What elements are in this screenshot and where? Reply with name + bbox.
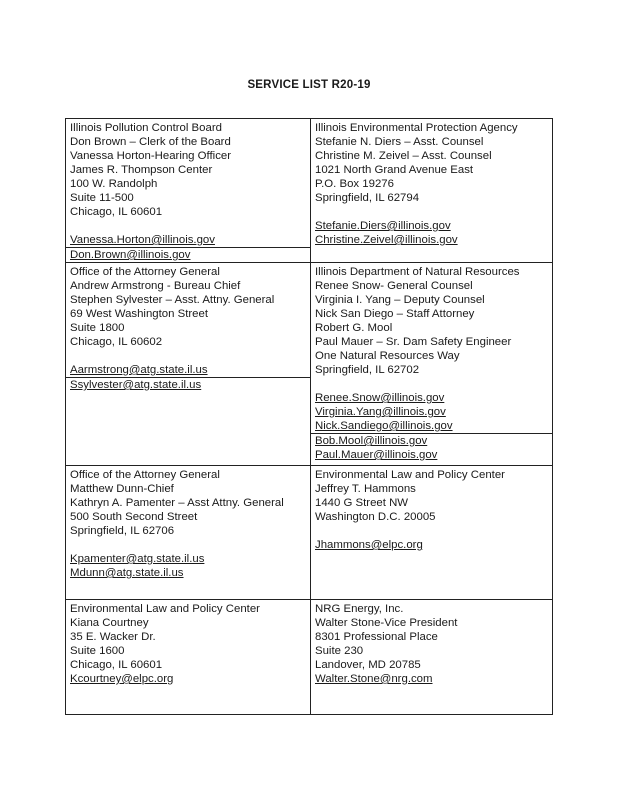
address-line: Suite 1600 [70, 645, 125, 657]
address-line: 35 E. Wacker Dr. [70, 631, 156, 643]
address-line: Suite 1800 [70, 322, 125, 334]
table-cell [311, 466, 553, 600]
email-line [315, 434, 548, 448]
address-line: Robert G. Mool [315, 322, 393, 334]
spacer [70, 538, 306, 552]
email-link[interactable]: Christine.Zeivel@illinois.gov [315, 234, 458, 246]
page-title: SERVICE LIST R20-19 [247, 79, 371, 91]
email-link[interactable]: Ssylvester@atg.state.il.us [70, 379, 202, 391]
address-line: Kathryn A. Pamenter – Asst Attny. General [70, 497, 284, 509]
address-line: Suite 230 [315, 645, 364, 657]
email-line [70, 363, 306, 377]
table-cell [311, 600, 553, 715]
email-link[interactable]: Jhammons@elpc.org [315, 539, 423, 551]
address-line: Illinois Environmental Protection Agency [315, 122, 518, 134]
address-line: Illinois Pollution Control Board [70, 122, 222, 134]
boxed-email-group [66, 247, 310, 262]
email-link[interactable]: Stefanie.Diers@illinois.gov [315, 220, 451, 232]
email-link[interactable]: Bob.Mool@illinois.gov [315, 435, 428, 447]
address-line: Stephen Sylvester – Asst. Attny. General [70, 294, 275, 306]
address-line: Jeffrey T. Hammons [315, 483, 416, 495]
table-row [66, 600, 553, 715]
email-line [315, 233, 548, 247]
spacer [70, 349, 306, 363]
spacer [315, 205, 548, 219]
address-line: 8301 Professional Place [315, 631, 438, 643]
table-cell [66, 600, 311, 715]
email-link[interactable]: Renee.Snow@illinois.gov [315, 392, 445, 404]
address-line: Environmental Law and Policy Center [70, 603, 260, 615]
boxed-email-group [66, 377, 310, 392]
email-link[interactable]: Kpamenter@atg.state.il.us [70, 553, 205, 565]
address-line: Chicago, IL 60602 [70, 336, 163, 348]
address-line: One Natural Resources Way [315, 350, 460, 362]
address-line: Christine M. Zeivel – Asst. Counsel [315, 150, 492, 162]
address-line: Kiana Courtney [70, 617, 149, 629]
address-line: 500 South Second Street [70, 511, 198, 523]
email-link[interactable]: Don.Brown@illinois.gov [70, 249, 191, 261]
address-line: Nick San Diego – Staff Attorney [315, 308, 475, 320]
spacer [70, 219, 306, 233]
address-line: Walter Stone-Vice President [315, 617, 458, 629]
address-line: 1021 North Grand Avenue East [315, 164, 474, 176]
address-line: 69 West Washington Street [70, 308, 209, 320]
table-row [66, 466, 553, 600]
address-line: Washington D.C. 20005 [315, 511, 436, 523]
boxed-email-group [311, 433, 552, 462]
address-line: Stefanie N. Diers – Asst. Counsel [315, 136, 484, 148]
address-line: 1440 G Street NW [315, 497, 409, 509]
table-row [66, 119, 553, 263]
address-line: Paul Mauer – Sr. Dam Safety Engineer [315, 336, 512, 348]
email-line [315, 391, 548, 405]
address-line: Vanessa Horton-Hearing Officer [70, 150, 232, 162]
email-line [315, 405, 548, 419]
spacer [315, 524, 548, 538]
table-cell [311, 119, 553, 263]
email-line [70, 566, 306, 580]
address-line: Andrew Armstrong - Bureau Chief [70, 280, 241, 292]
address-line: Office of the Attorney General [70, 266, 220, 278]
email-link[interactable]: Mdunn@atg.state.il.us [70, 567, 184, 579]
address-line: Suite 11-500 [70, 192, 134, 204]
email-line [315, 419, 548, 433]
table-row [66, 263, 553, 466]
email-link[interactable]: Kcourtney@elpc.org [70, 673, 174, 685]
spacer [315, 377, 548, 391]
email-line [70, 672, 306, 686]
address-line: Chicago, IL 60601 [70, 659, 163, 671]
address-line: Environmental Law and Policy Center [315, 469, 505, 481]
table-cell [66, 466, 311, 600]
table-cell [311, 263, 553, 466]
address-line: Virginia I. Yang – Deputy Counsel [315, 294, 485, 306]
service-list-table [65, 118, 553, 715]
email-link[interactable]: Vanessa.Horton@illinois.gov [70, 234, 215, 246]
address-line: P.O. Box 19276 [315, 178, 394, 190]
email-line [70, 233, 306, 247]
address-line: Chicago, IL 60601 [70, 206, 163, 218]
email-line [70, 552, 306, 566]
address-line: Springfield, IL 62794 [315, 192, 420, 204]
address-line: Springfield, IL 62702 [315, 364, 420, 376]
email-line [315, 538, 548, 552]
email-line [70, 378, 306, 392]
table-cell [66, 119, 311, 263]
table-cell [66, 263, 311, 466]
email-line [70, 248, 306, 262]
email-link[interactable]: Paul.Mauer@illinois.gov [315, 449, 438, 461]
address-line: James R. Thompson Center [70, 164, 213, 176]
address-line: Office of the Attorney General [70, 469, 220, 481]
address-line: 100 W. Randolph [70, 178, 158, 190]
address-line: Landover, MD 20785 [315, 659, 421, 671]
address-line: Renee Snow- General Counsel [315, 280, 473, 292]
address-line: NRG Energy, Inc. [315, 603, 404, 615]
email-link[interactable]: Aarmstrong@atg.state.il.us [70, 364, 208, 376]
email-link[interactable]: Nick.Sandiego@illinois.gov [315, 420, 453, 432]
address-line: Springfield, IL 62706 [70, 525, 175, 537]
address-line: Don Brown – Clerk of the Board [70, 136, 231, 148]
email-link[interactable]: Walter.Stone@nrg.com [315, 673, 433, 685]
email-line [315, 672, 548, 686]
email-line [315, 219, 548, 233]
email-link[interactable]: Virginia.Yang@illinois.gov [315, 406, 446, 418]
address-line: Matthew Dunn-Chief [70, 483, 174, 495]
address-line: Illinois Department of Natural Resources [315, 266, 520, 278]
email-line [315, 448, 548, 462]
